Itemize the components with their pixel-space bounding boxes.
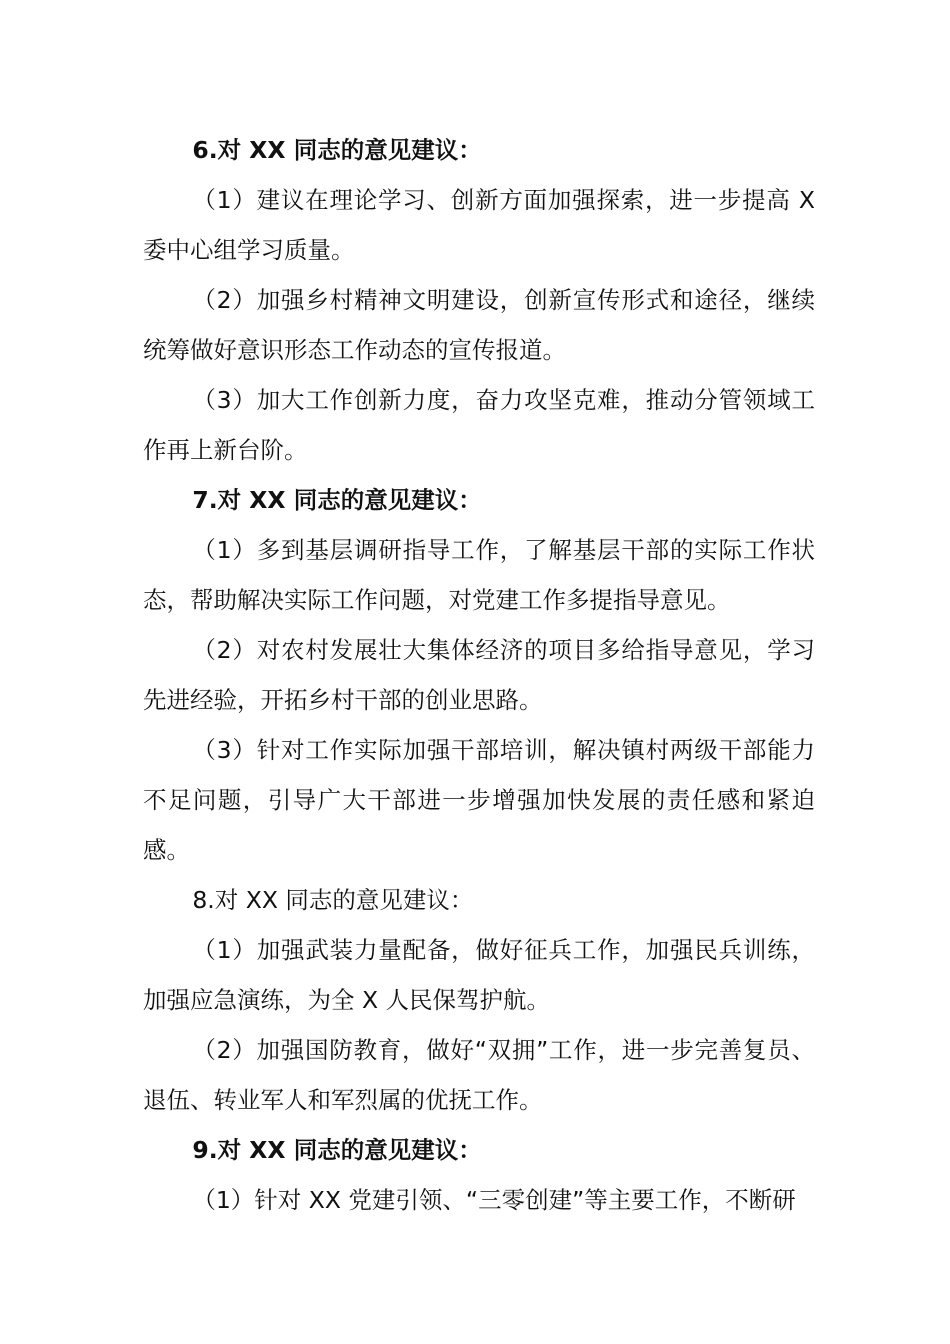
suggestion-item: （2）加强乡村精神文明建设，创新宣传形式和途径，继续统筹做好意识形态工作动态的宣传报道。 <box>143 286 815 364</box>
suggestion-item: （1）多到基层调研指导工作，了解基层干部的实际工作状态，帮助解决实际工作问题，对党建工作多提指导意见。 <box>143 536 815 614</box>
suggestion-item: （1）加强武装力量配备，做好征兵工作，加强民兵训练，加强应急演练，为全 X 人民保驾护航。 <box>143 936 815 1014</box>
suggestion-item: （3）针对工作实际加强干部培训，解决镇村两级干部能力不足问题，引导广大干部进一步增强加快发展的责任感和紧迫感。 <box>143 736 815 864</box>
suggestion-item: （1）针对 XX 党建引领、“三零创建”等主要工作，不断研 <box>192 1186 796 1214</box>
suggestion-item: （2）加强国防教育，做好“双拥”工作，进一步完善复员、退伍、转业军人和军烈属的优抚工作。 <box>143 1036 815 1114</box>
section-heading-6: 6.对 XX 同志的意见建议： <box>192 136 482 164</box>
document-page <box>143 125 815 1225</box>
suggestion-item: （3）加大工作创新力度，奋力攻坚克难，推动分管领域工作再上新台阶。 <box>143 386 815 464</box>
suggestion-item: （1）建议在理论学习、创新方面加强探索，进一步提高 X 委中心组学习质量。 <box>143 186 815 264</box>
section-heading-8: 8.对 XX 同志的意见建议： <box>192 886 474 914</box>
suggestion-item: （2）对农村发展壮大集体经济的项目多给指导意见，学习先进经验，开拓乡村干部的创业思路。 <box>143 636 815 714</box>
section-heading-9: 9.对 XX 同志的意见建议： <box>192 1136 482 1164</box>
section-heading-7: 7.对 XX 同志的意见建议： <box>192 486 482 514</box>
